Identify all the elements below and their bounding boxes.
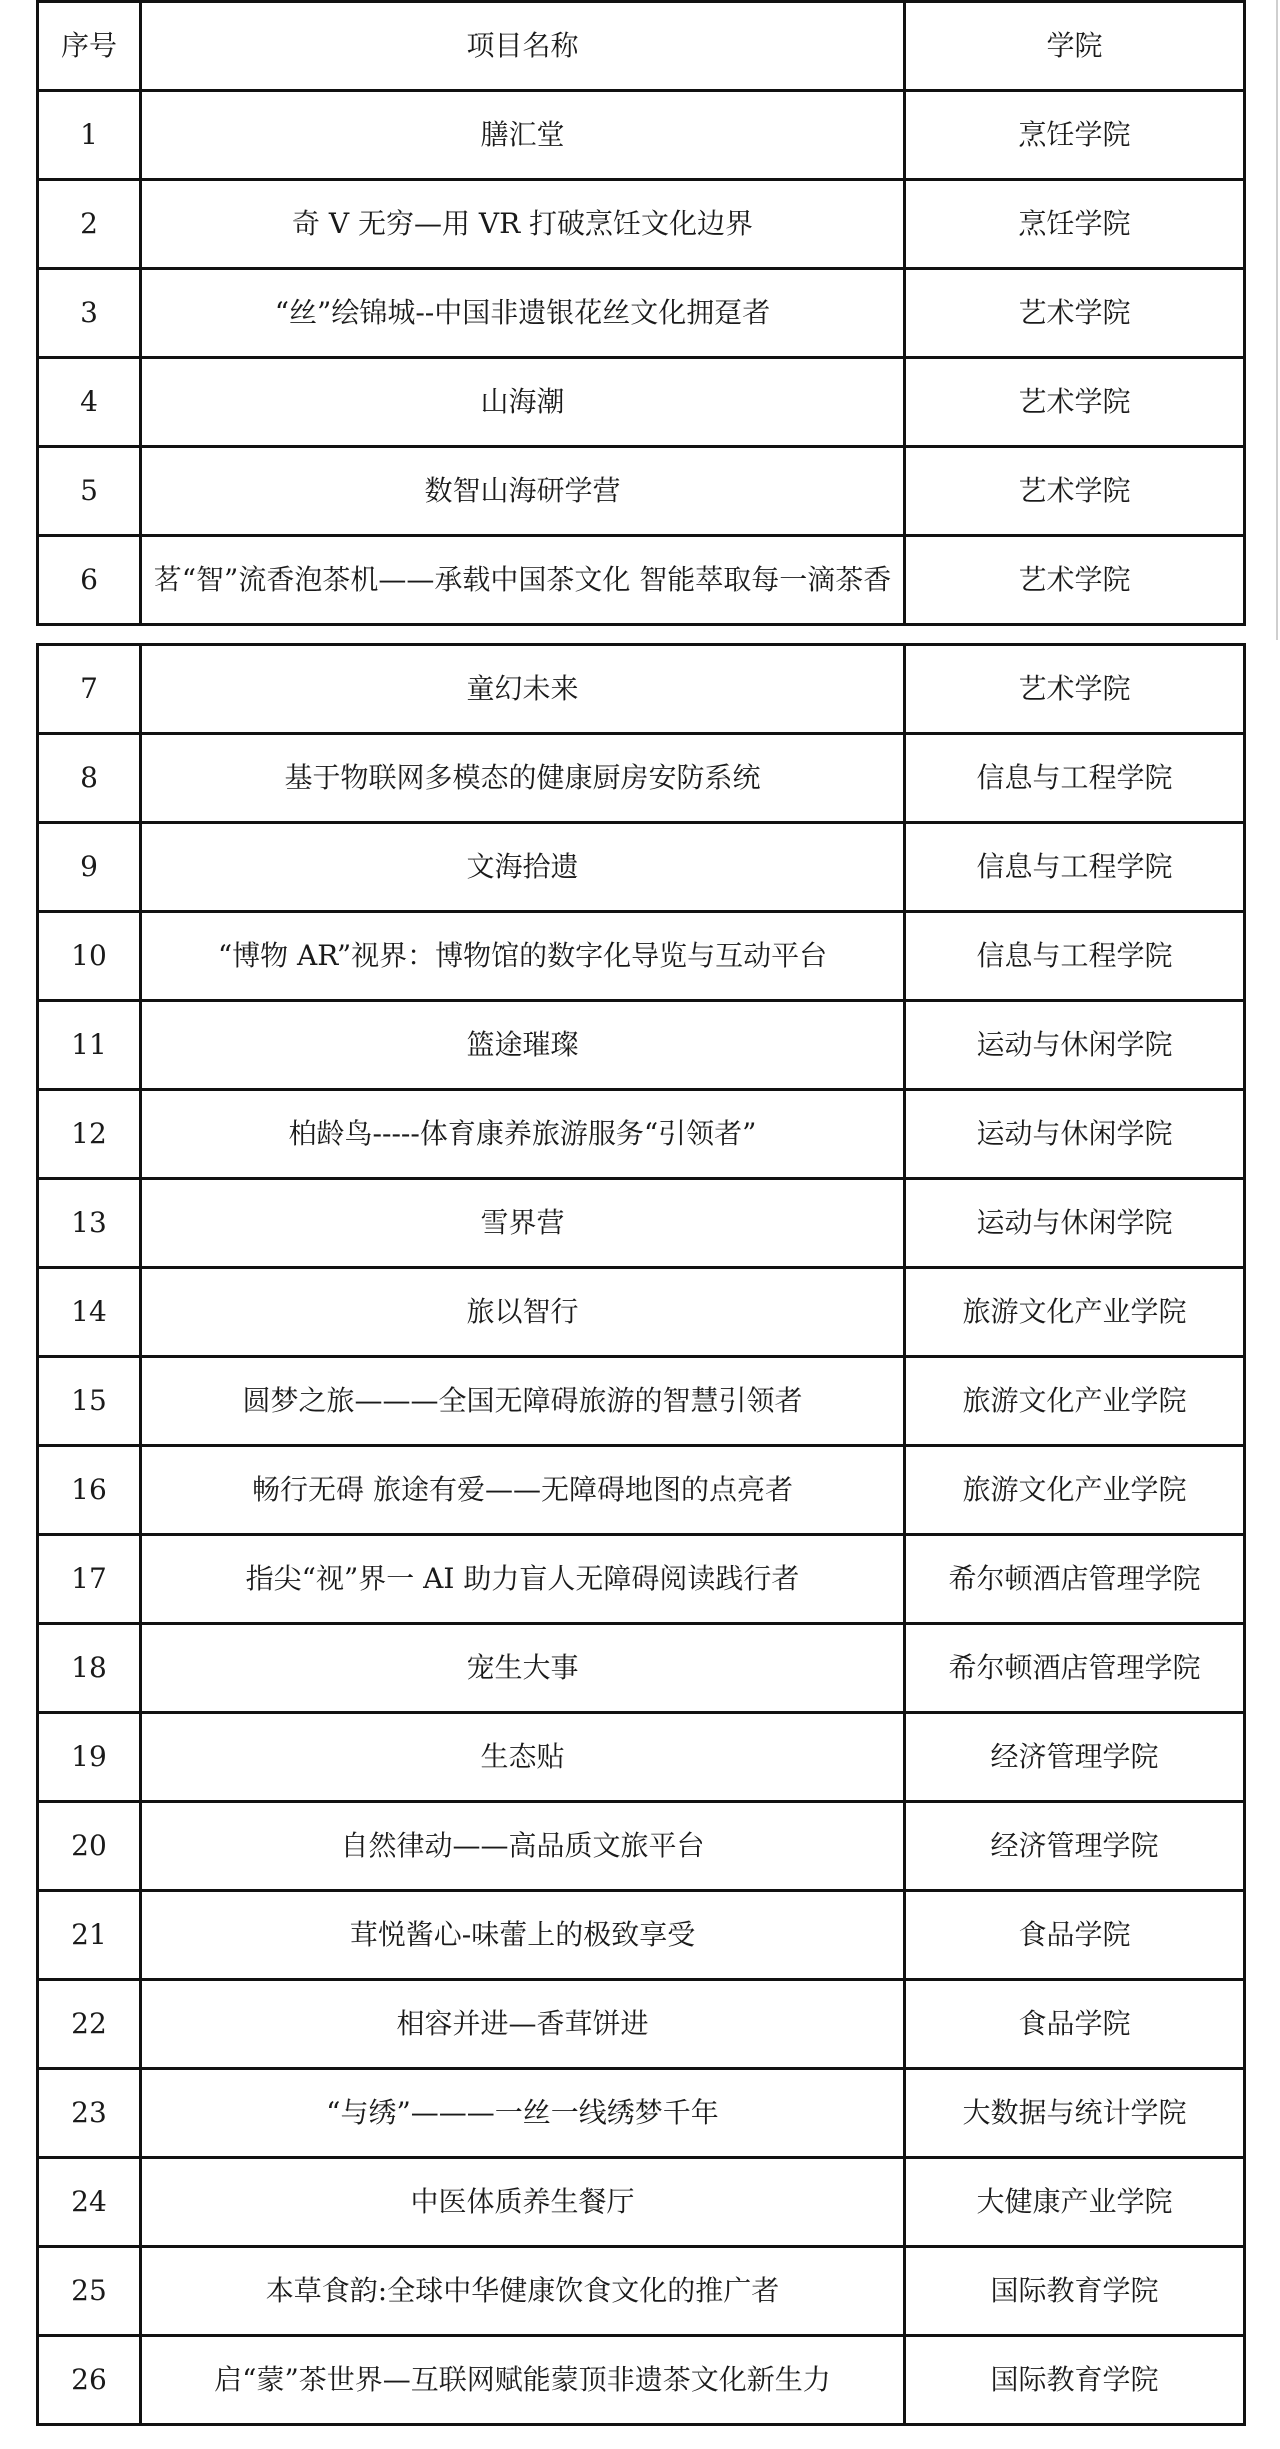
row-num: 19 bbox=[38, 1713, 141, 1802]
row-num: 5 bbox=[38, 447, 141, 536]
table-row bbox=[38, 1802, 1245, 1891]
row-project-name: 文海拾遗 bbox=[141, 823, 905, 912]
row-college: 大数据与统计学院 bbox=[905, 2069, 1245, 2158]
table-row bbox=[38, 823, 1245, 912]
row-college: 艺术学院 bbox=[905, 645, 1245, 734]
row-college: 食品学院 bbox=[905, 1980, 1245, 2069]
table-row bbox=[38, 1713, 1245, 1802]
row-project-name: 基于物联网多模态的健康厨房安防系统 bbox=[141, 734, 905, 823]
table-row bbox=[38, 734, 1245, 823]
row-project-name: 数智山海研学营 bbox=[141, 447, 905, 536]
row-project-name: 启“蒙”茶世界—互联网赋能蒙顶非遗茶文化新生力 bbox=[141, 2336, 905, 2425]
row-college: 烹饪学院 bbox=[905, 180, 1245, 269]
table-header-row bbox=[38, 2, 1245, 91]
row-num: 24 bbox=[38, 2158, 141, 2247]
row-college: 国际教育学院 bbox=[905, 2336, 1245, 2425]
table-row bbox=[38, 1001, 1245, 1090]
row-college: 信息与工程学院 bbox=[905, 912, 1245, 1001]
row-num: 2 bbox=[38, 180, 141, 269]
row-num: 26 bbox=[38, 2336, 141, 2425]
table-row bbox=[38, 91, 1245, 180]
row-num: 23 bbox=[38, 2069, 141, 2158]
table-row bbox=[38, 1090, 1245, 1179]
table-row bbox=[38, 1624, 1245, 1713]
row-college: 大健康产业学院 bbox=[905, 2158, 1245, 2247]
table-row bbox=[38, 1179, 1245, 1268]
header-name: 项目名称 bbox=[141, 2, 905, 91]
table-row bbox=[38, 2069, 1245, 2158]
row-project-name: 柏龄鸟-----体育康养旅游服务“引领者” bbox=[141, 1090, 905, 1179]
row-num: 11 bbox=[38, 1001, 141, 1090]
table-row bbox=[38, 1891, 1245, 1980]
row-college: 国际教育学院 bbox=[905, 2247, 1245, 2336]
row-num: 12 bbox=[38, 1090, 141, 1179]
row-college: 经济管理学院 bbox=[905, 1713, 1245, 1802]
row-project-name: 生态贴 bbox=[141, 1713, 905, 1802]
table-row bbox=[38, 1535, 1245, 1624]
row-num: 8 bbox=[38, 734, 141, 823]
table-row bbox=[38, 2336, 1245, 2425]
row-project-name: 茗“智”流香泡茶机——承载中国茶文化 智能萃取每一滴茶香 bbox=[141, 536, 905, 625]
row-project-name: 圆梦之旅———全国无障碍旅游的智慧引领者 bbox=[141, 1357, 905, 1446]
row-college: 烹饪学院 bbox=[905, 91, 1245, 180]
row-college: 旅游文化产业学院 bbox=[905, 1357, 1245, 1446]
row-college: 旅游文化产业学院 bbox=[905, 1446, 1245, 1535]
row-project-name: “丝”绘锦城--中国非遗银花丝文化拥趸者 bbox=[141, 269, 905, 358]
header-num: 序号 bbox=[38, 2, 141, 91]
table-row bbox=[38, 536, 1245, 625]
row-num: 21 bbox=[38, 1891, 141, 1980]
row-project-name: 旅以智行 bbox=[141, 1268, 905, 1357]
row-project-name: 宠生大事 bbox=[141, 1624, 905, 1713]
row-project-name: 中医体质养生餐厅 bbox=[141, 2158, 905, 2247]
project-table-part-2 bbox=[36, 643, 1246, 2426]
row-num: 6 bbox=[38, 536, 141, 625]
table-row bbox=[38, 1980, 1245, 2069]
row-num: 25 bbox=[38, 2247, 141, 2336]
row-project-name: 指尖“视”界一 AI 助力盲人无障碍阅读践行者 bbox=[141, 1535, 905, 1624]
row-college: 艺术学院 bbox=[905, 536, 1245, 625]
row-num: 13 bbox=[38, 1179, 141, 1268]
row-college: 运动与休闲学院 bbox=[905, 1090, 1245, 1179]
row-project-name: 童幻未来 bbox=[141, 645, 905, 734]
row-college: 旅游文化产业学院 bbox=[905, 1268, 1245, 1357]
table-row bbox=[38, 645, 1245, 734]
row-num: 17 bbox=[38, 1535, 141, 1624]
row-project-name: 膳汇堂 bbox=[141, 91, 905, 180]
table-row bbox=[38, 2158, 1245, 2247]
row-project-name: 奇 V 无穷—用 VR 打破烹饪文化边界 bbox=[141, 180, 905, 269]
row-num: 15 bbox=[38, 1357, 141, 1446]
page-edge-line bbox=[1276, 0, 1278, 640]
row-project-name: “博物 AR”视界：博物馆的数字化导览与互动平台 bbox=[141, 912, 905, 1001]
row-num: 4 bbox=[38, 358, 141, 447]
row-project-name: 畅行无碍 旅途有爱——无障碍地图的点亮者 bbox=[141, 1446, 905, 1535]
row-college: 希尔顿酒店管理学院 bbox=[905, 1624, 1245, 1713]
table-row bbox=[38, 1268, 1245, 1357]
row-num: 16 bbox=[38, 1446, 141, 1535]
row-college: 信息与工程学院 bbox=[905, 823, 1245, 912]
row-project-name: “与绣”———一丝一线绣梦千年 bbox=[141, 2069, 905, 2158]
row-num: 10 bbox=[38, 912, 141, 1001]
row-project-name: 山海潮 bbox=[141, 358, 905, 447]
table-row bbox=[38, 447, 1245, 536]
row-num: 20 bbox=[38, 1802, 141, 1891]
header-college: 学院 bbox=[905, 2, 1245, 91]
row-num: 22 bbox=[38, 1980, 141, 2069]
row-project-name: 雪界营 bbox=[141, 1179, 905, 1268]
table-row bbox=[38, 358, 1245, 447]
row-college: 希尔顿酒店管理学院 bbox=[905, 1535, 1245, 1624]
row-num: 14 bbox=[38, 1268, 141, 1357]
row-project-name: 自然律动——高品质文旅平台 bbox=[141, 1802, 905, 1891]
row-college: 运动与休闲学院 bbox=[905, 1179, 1245, 1268]
row-college: 艺术学院 bbox=[905, 269, 1245, 358]
table-row bbox=[38, 180, 1245, 269]
row-college: 运动与休闲学院 bbox=[905, 1001, 1245, 1090]
row-project-name: 本草食韵:全球中华健康饮食文化的推广者 bbox=[141, 2247, 905, 2336]
row-college: 艺术学院 bbox=[905, 447, 1245, 536]
row-college: 经济管理学院 bbox=[905, 1802, 1245, 1891]
table-row bbox=[38, 1357, 1245, 1446]
table-row bbox=[38, 269, 1245, 358]
row-num: 3 bbox=[38, 269, 141, 358]
row-college: 食品学院 bbox=[905, 1891, 1245, 1980]
row-project-name: 篮途璀璨 bbox=[141, 1001, 905, 1090]
table-row bbox=[38, 912, 1245, 1001]
row-college: 艺术学院 bbox=[905, 358, 1245, 447]
row-num: 9 bbox=[38, 823, 141, 912]
table-row bbox=[38, 2247, 1245, 2336]
row-num: 18 bbox=[38, 1624, 141, 1713]
row-college: 信息与工程学院 bbox=[905, 734, 1245, 823]
row-num: 7 bbox=[38, 645, 141, 734]
table-row bbox=[38, 1446, 1245, 1535]
row-project-name: 茸悦酱心-味蕾上的极致享受 bbox=[141, 1891, 905, 1980]
project-table-part-1 bbox=[36, 0, 1246, 626]
row-project-name: 相容并进—香茸饼进 bbox=[141, 1980, 905, 2069]
row-num: 1 bbox=[38, 91, 141, 180]
